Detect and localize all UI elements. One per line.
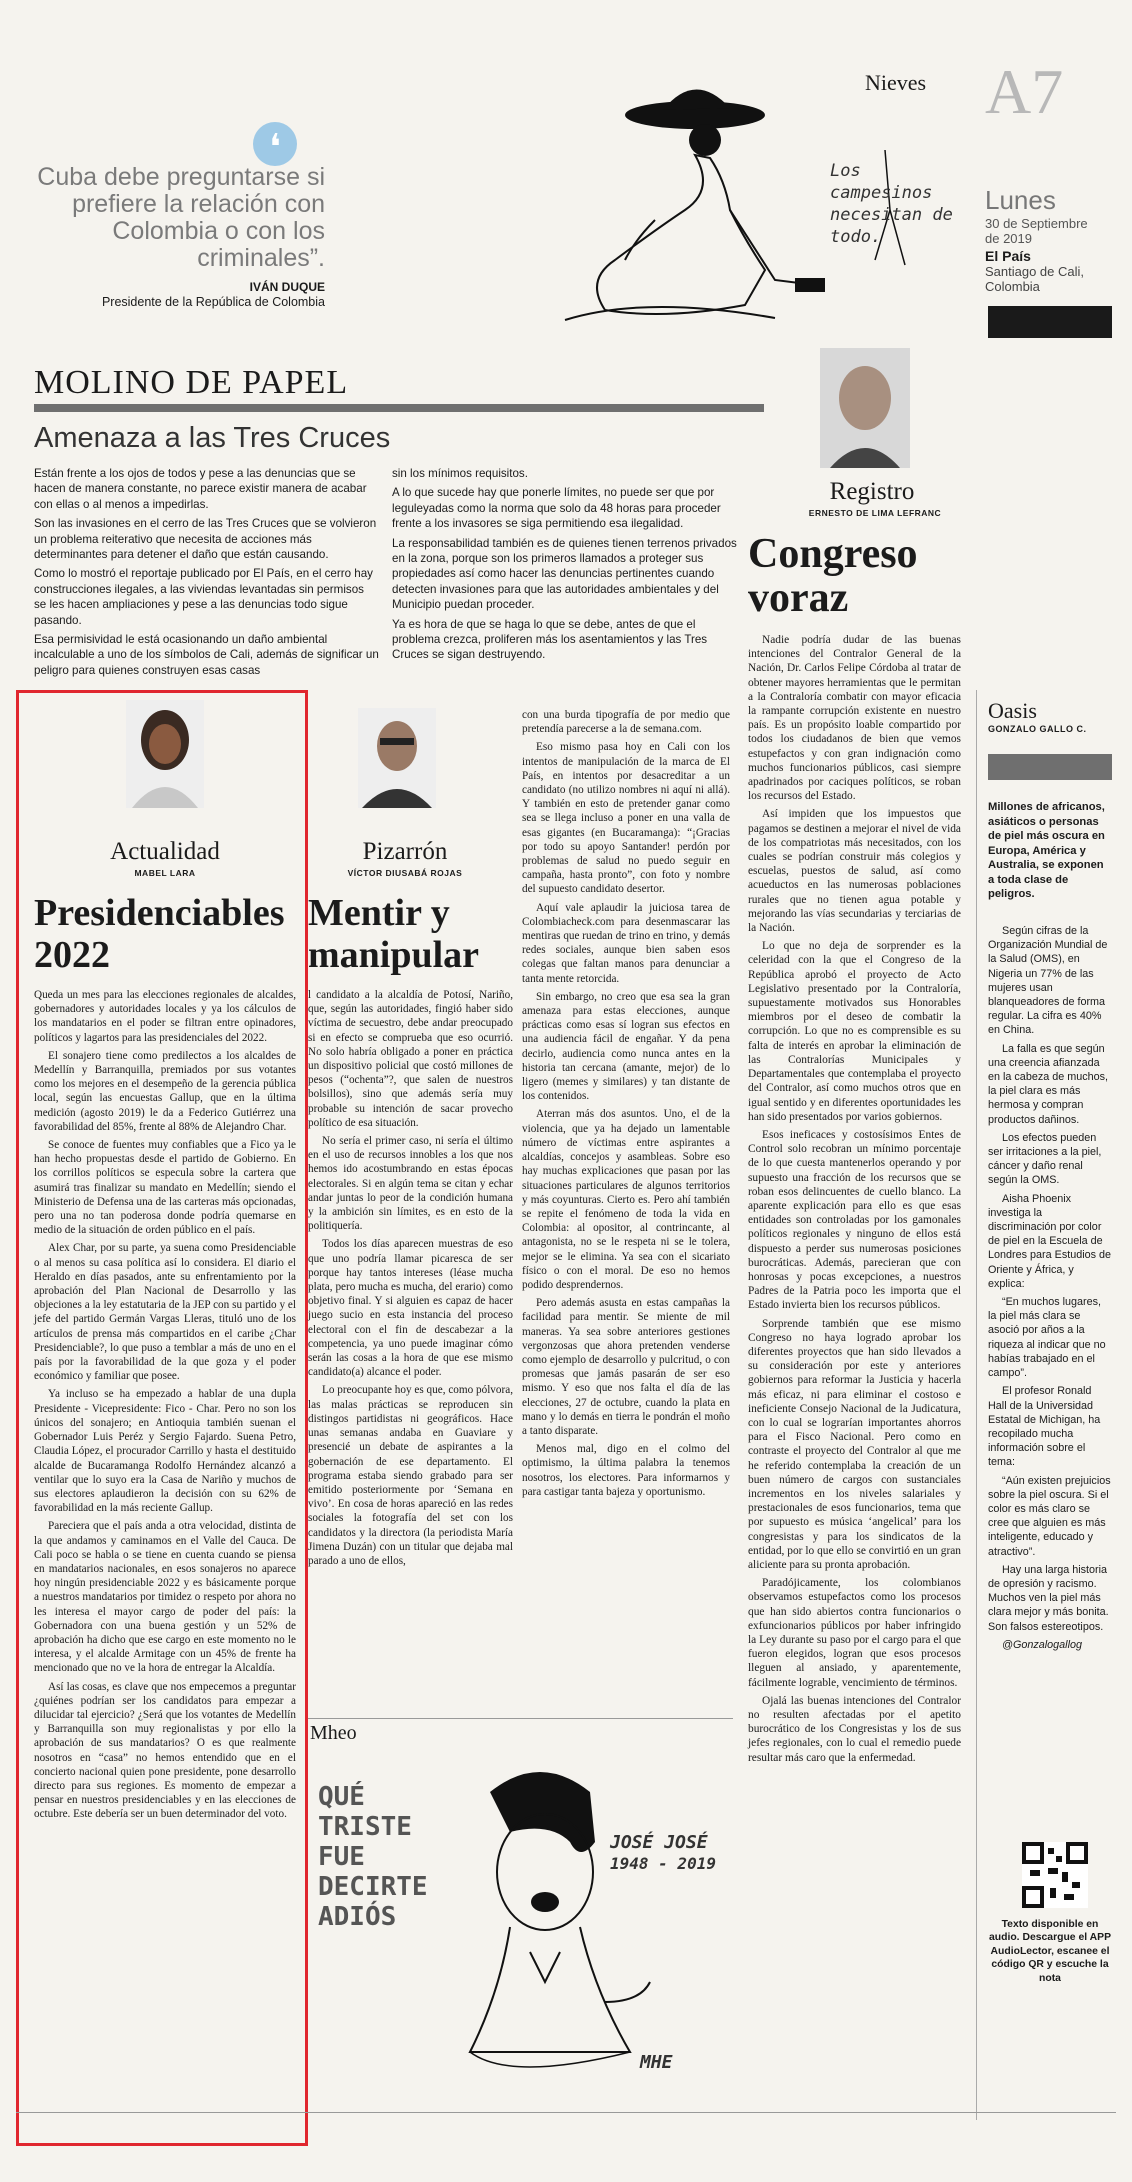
pizarron-p10: Pero además asusta en estas campañas la facilidad para mentir. Se miente de mil maneras. Ya sea sobre anteriores gestiones vergonzosas que ahora pretenden venderse como ejemplo de desarrollo y pulcritud, o con promesas que jamás pasarán de ser eso mismo. Y eso que nos falta el día de las elecciones, 27 de octubre, cuando la plata en mano y lo demás en tierra le pondrán el moño a tanto disparate. [522,1297,730,1437]
oasis-handle: @Gonzalogallog [1002,1638,1082,1651]
date-block [985,185,1115,294]
masthead-block [988,306,1112,338]
registro-p1: Nadie podría dudar de las buenas intenciones del Contralor General de la Nación, Dr. Carlos Felipe Córdoba al tratar de obtener mayores herramientas que le permitan a la Contraloría combatir con mayor eficacia la rampante corrupción existente en nuestro país. Es un propósito loable compartido por todos los ciudadanos de bien que vemos estupefactos y con gran indignación como muchos funcionarios públicos, casi siempre apadrinados por caciques políticos, se roban los recursos del Estado. [748,634,961,803]
page-number: A7 [985,56,1064,127]
actualidad-p2: El sonajero tiene como predilectos a los alcaldes de Medellín y Barranquilla, premiados por sus votantes como los mejores en el desempeño de la gerencia pública local, según las encuestas Gallup, que en la última medición (agosto 2019) le da a Federico Gutiérrez una favorabilidad del 85%, frente al 88% de Alejandro Char. [34,1049,296,1133]
pizarron-title: Mentir y manipular [308,892,480,976]
mheo-signature: MHE [640,2052,673,2073]
oasis-p4: Aisha Phoenix investiga la discriminación por color de piel en la Escuela de Londres para Estudios de Oriente y África, y explica: [988,1192,1112,1290]
oasis-p7: “Aún existen prejuicios sobre la piel oscura. Si el color es más claro se cree que alguien es más inteligente, educado y atractivo”. [988,1474,1111,1558]
pizarron-p5: con una burda tipografía de por medio que pretendía parecerse a la de semana.com. [522,709,730,736]
molino-p3: Como lo mostró el reportaje publicado por El País, en el cerro hay construcciones ilegales, a las viviendas levantadas sin permisos se les hacen ampliaciones y pese a las denuncias todo sigue pasando. [34,567,373,627]
day-label: Lunes [985,185,1056,215]
qr-code[interactable] [1022,1842,1088,1908]
registro-p5: Sorprende también que ese mismo Congreso no haya logrado aprobar los diferentes proyectos que han sido llevados a su consideración por este y anteriores gobiernos para reformar la Justicia y hacerla más eficaz, ni para eliminar el costoso e ineficiente Consejo Nacional de la Judicatura, con lo cual se lograrían importantes ahorros para el Fisco Nacional. Pero como en contraste el proyecto del Contralor al que me he referido contemplaba la creación de un buen número de cargos con sustanciales incrementos en los niveles salariales y prestacionales de esos funcionarios, tema que por supuesto es música ‘angelical’ para los congresistas y para los sindicatos de la entidad, por lo que ello se convirtió en un gran aliciente para su pronta aprobación. [748,1317,961,1571]
place-label: Santiago de Cali, Colombia [985,264,1085,294]
qr-caption: Texto disponible en audio. Descargue el APP AudioLector, escanee el código QR y escuche la nota [988,1919,1112,1984]
molino-p2: Son las invasiones en el cerro de las Tres Cruces que se volvieron un problema reiterativo que necesita de acciones más determinantes para detener el daño que están causando. [34,517,377,562]
molino-col1 [34,466,379,682]
mheo-name: JOSÉ JOSÉ [610,1832,708,1853]
oasis-p6: El profesor Ronald Hall de la Universidad Estatal de Michigan, ha recopilado mucha información sobre el tema: [988,1385,1101,1469]
bottom-rule [16,2112,1116,2113]
pizarron-p6: Eso mismo pasa hoy en Cali con los intentos de manipulación de la marca de El País, en intentos por desacreditar a un candidato (no utilizo nombres ni aquí ni allá). Y también en esto de pretender ganar como sea se llega incluso a poner en una valla de esas gigantes (en Bucaramanga): “¡Gracias por todo su apoyo Santander! perdón por problemas de salud no puedo seguir en campaña, hasta pronto”, con foto y nombre del supuesto candidato desertor. [522,741,730,896]
pizarron-section-label: Pizarrón [362,838,448,865]
pizarron-author: VÍCTOR DIUSABÁ ROJAS [347,868,463,878]
oasis-p5: “En muchos lugares, la piel más clara se asoció por años a la riqueza al indicar que no habías trabajado en el campo”. [988,1296,1106,1380]
pizarron-photo [358,708,436,808]
mheo-bubble: QUÉ TRISTE FUE DECIRTE ADIÓS [318,1782,428,1932]
top-cartoon [545,70,985,340]
pizarron-p3: Todos los días aparecen muestras de eso que uno podría llamar picaresca de ser porque hay tantos intereses (léase mucha plata, pero mucha es mucha, del erario) como objetivo final. Y si alguien es capaz de hacer juego sucio en esta instancia del proceso electoral con el fin de descabezar a la competencia, ya uno puede imaginar cómo serán las cosas a la hora de que ese mismo candidato(a) alcance el poder. [308,1238,513,1379]
pizarron-p9: Aterran más dos asuntos. Uno, el de la violencia, que ya ha dejado un lamentable número de víctimas entre aspirantes a alcaldías, concejos y asambleas. Sobre eso hay muchas explicaciones que pasan por las situaciones particulares de algunos territorios y más coyunturas. Cierto es. Pero ahí también se repite el fenómeno de toda la vida en Colombia: al opositor, al contrincante, al antagonista, no se le respeta ni se le tolera, mejor se le elimina. Ya sea con el sicariato físico o con el moral. De eso no hemos podido desprendernos. [522,1108,730,1291]
actualidad-title: Presidenciables 2022 [34,892,285,976]
masthead-author: Nieves [865,70,927,95]
oasis-p3: Los efectos pueden ser irritaciones a la piel, cáncer y daño renal según la OMS. [988,1131,1102,1187]
oasis-lead: Millones de africanos, asiáticos o personas de piel más oscura en Europa, América y Australia, se exponen a toda clase de peligros. [988,801,1105,900]
oasis-p2: La falla es que según una creencia afianzada en la cabeza de muchos, la piel clara es más hermosa y compran productos dañinos. [988,1042,1109,1126]
actualidad-section-label: Actualidad [110,838,220,865]
actualidad-p3: Se conoce de fuentes muy confiables que a Fico ya le han hecho propuestas desde el partido de Gobierno. En los corrillos políticos se especula sobre la cartera que asumirá tras finalizar su mandato en Medellín; siendo el Ministerio de Defensa una de las carteras más opcionadas, pero una no tan poderosa donde podría quemarse en medio de la situación de orden público en el país. [34,1139,296,1237]
cartoon-handwriting: Los campesinos necesitan de todo. [830,161,953,247]
registro-title: Congreso voraz [748,531,918,621]
actualidad-photo [126,700,204,808]
registro-photo [820,348,910,468]
molino-p5: sin los mínimos requisitos. [392,467,528,480]
mheo-cartoon [310,1752,730,2092]
registro-p3: Lo que no deja de sorprender es la celeridad con la que el Congreso de la República aprobó el proyecto de Acto Legislativo presentado por la Contraloría, supuestamente motivados sus Honorables miembros por el deseo de combatir la corrupción. Lo que no es comprensible es su falta de interés en aprobar la eliminación de las Contralorías Municipales y Departamentales que contemplaba el proyecto del Contralor, así como muchos otros que en igual sentido y en diferentes oportunidades les han sido presentados por varios gobiernos. [748,940,961,1123]
molino-section-label: MOLINO DE PAPEL [34,364,349,401]
oasis-body [988,924,1112,1656]
registro-p6: Paradójicamente, los colombianos observamos estupefactos como los procesos que han sido abiertos contra funcionarios o exfuncionarios públicos por haber infringido la Ley durante su paso por el cargo para el que fueron elegidos, logran que esos procesos lleguen al ansiado, y aparentemente, fácilmente lograble, vencimiento de términos. [748,1577,961,1689]
pizarron-p11: Menos mal, digo en el colmo del optimismo, la última palabra la tenemos nosotros, los electores. Para informarnos y para castigar tanta bajeza y oportunismo. [522,1443,730,1498]
divider-oasis [976,690,977,2120]
paper-label: El País [985,248,1031,264]
registro-p7: Ojalá las buenas intenciones del Contralor no resulten afectadas por el apetito burocrático de los Congresistas y los de sus jefes regionales, con lo cual el remedio puede resultar más caro que la enfermedad. [748,1694,961,1764]
oasis-p1: Según cifras de la Organización Mundial de la Salud (OMS), en Nigeria un 77% de las mujeres usan blanqueadores de forma regular. La cifra es 40% en China. [988,925,1108,1037]
mheo-rule [308,1718,733,1719]
molino-p8: Ya es hora de que se haga lo que se debe, antes de que el problema crezca, proliferen más los asentamientos y las Tres Cruces se sigan destruyendo. [392,617,708,662]
molino-bar [34,404,764,412]
pizarron-p2: No sería el primer caso, ni sería el último en el uso de recursos innobles a los que nos hemos ido acostumbrando en estas épocas electorales. Si en algún tema se citan y echar andar juntas lo peor de la condición humana y la ambición sin límites, es en esto de la politiquería. [308,1135,513,1233]
registro-p4: Esos ineficaces y costosísimos Entes de Control solo recobran un mínimo porcentaje de lo que cuesta mantenerlos operando y por supuesto una fracción de los recursos que se roban esos delincuentes de cuello blanco. La aparente explicación para ello es que esas entidades son controladas por los gamonales políticos regionales y ninguno de ellos está dispuesto a perder sus numerosas posiciones burocráticas. Además, parecieran que con honrosas y pocas excepciones, a nuestros Padres de la Patria poco les importa que el Estado invierta bien los recursos públicos. [748,1128,961,1312]
oasis-author: GONZALO GALLO C. [988,724,1087,734]
actualidad-p4: Alex Char, por su parte, ya suena como Presidenciable o al menos su casa política así lo considera. El diario el Heraldo en días pasados, ante su enfrentamiento por la aprobación del Plan Nacional de Desarrollo y las objeciones a la ley estatutaria de la JEP con su partido y el jefe del partido Germán Vargas Lleras, tituló uno de los artículos de prensa más compartidos en el caribe ¿Char Presidenciable?, lo que puso a temblar a más de uno en el país por la favorabilidad de la que goza y el poder económico y familiar que posee. [34,1242,296,1383]
mheo-years: 1948 - 2019 [610,1854,716,1873]
pizarron-col1 [308,988,513,1572]
quote-icon: ❛ [253,122,297,166]
molino-title: Amenaza a las Tres Cruces [34,422,391,454]
molino-p1: Están frente a los ojos de todos y pese a las denuncias que se hacen de manera constante, no parece existir manera de acabar con ellas o al menos a impedirlas. [34,467,367,511]
registro-body [748,633,961,1769]
molino-p6: A lo que sucede hay que ponerle límites, no puede ser que por leguleyadas como la norma que solo da 48 horas para proceder frente a los invasores se siga permitiendo esa ilegalidad. [392,486,721,531]
actualidad-author: MABEL LARA [134,868,196,878]
quote-author: IVÁN DUQUE [249,280,325,294]
mheo-section-label: Mheo [310,1722,357,1744]
oasis-p8: Hay una larga historia de opresión y racismo. Muchos ven la piel más clara mejor y más bonita. Son falsos estereotipos. [988,1563,1109,1633]
pizarron-p1: l candidato a la alcaldía de Potosí, Nariño, que, según las autoridades, fingió haber sido víctima de secuestro, debe andar preocupado si en efecto se comprueba que eso ocurrió. No solo habría obligado a poner en práctica un dispositivo policial que costó millones de pesos (“ochenta”?, que salen de nuestros bolsillos), sino que además sería muy probable su intención de sacar provecho político de esa situación. [308,989,513,1129]
molino-p7: La responsabilidad también es de quienes tienen terrenos privados en la zona, porque son los primeros llamados a proteger sus propiedades así como hacer las denuncias pertinentes cuando detecten invasiones para que las autoridades ambientales y del Municipio puedan proceder. [392,536,737,612]
actualidad-body [34,988,296,1826]
actualidad-p6: Pareciera que el país anda a otra velocidad, distinta de la que andamos y caminamos en el Valle del Cauca. De Cali poco se habla o se tiene en cuenta cuando se piensa en mandatarios nacionales, en esos sonajeros no aparece hoy ningún presidenciable 2022 y es básicamente porque a nuestros mandatarios por timidez o respeto por ahora no les interesa el mayor cargo de poder del país: la Gobernadora con una buena gestión y un 52% de aprobación ha dicho que ese cargo en este momento no le interesa, y el alcalde Armitage con un 45% de frente ha mencionado que no ve la hora de entregar la Alcaldía. [34,1520,296,1675]
molino-col2 [392,466,737,667]
pizarron-col2 [522,708,730,1503]
actualidad-p7: Así las cosas, es clave que nos empecemos a preguntar ¿quiénes podrían ser los candidatos para empezar a dilucidar tal ejercicio? ¿Será que los votantes de Medellín y Barranquilla son muy regionalistas y por ello la aprobación de sus mandatarios? O es que realmente nosotros en “casa” no hemos entendido que en el concierto nacional quien pone presidente, pone desarrollo directo para sus regiones. Es momento de empezar a pensar en nuestros presidenciables y en las elecciones de octubre. Este debería ser un buen determinador del voto. [34,1680,296,1821]
actualidad-p5: Ya incluso se ha empezado a hablar de una dupla Presidente - Vicepresidente: Fico - Char. Pero no son los únicos del sonajero; en Antioquia también suenan el Gobernador Luis Peréz y Sergio Fajardo. Suena Petro, Claudia López, el procurador Carrillo y hasta el destituido alcalde de Bucaramanga Rodolfo Hernández alcanzó a ventilar que lo suyo era la Casa de Nariño y muchos de sus electores aplaudieron la decisión con su 62% de favorabilidad en la más reciente Gallup. [34,1388,296,1515]
registro-p2: Así impiden que los impuestos que pagamos se destinen a mejorar el nivel de vida de los compatriotas más necesitados, con los cuales se podrían construir más colegios y escuelas, puestos de salud, así como acueductos en las numerosas poblaciones rurales que no tienen agua potable y mejorando las vías secundarias y terciarias de la Nación. [748,808,961,935]
registro-author: ERNESTO DE LIMA LEFRANC [808,508,942,518]
oasis-bar [988,754,1112,780]
quote-text: Cuba debe preguntarse si prefiere la relación con Colombia o con los criminales”. [37,163,325,272]
quote-role: Presidente de la República de Colombia [101,295,325,309]
pizarron-p8: Sin embargo, no creo que esa sea la gran amenaza para estas elecciones, aunque prácticas como esas sí logran sus efectos en una audiencia fácil de engañar. Y da pena decirlo, audiencia como nunca antes en la historia tan cercana (amante, mejor) de lo ligero (memes y similares) y tan distante de los contenidos. [522,990,730,1103]
pizarron-p7: Aquí vale aplaudir la juiciosa tarea de Colombiacheck.com para desenmascarar las mentiras que ruedan de trino en trino, y demás redes sociales, aunque bien saben esos colegas que faltan manos para denunciar a tanta mente retorcida. [522,901,730,985]
molino-p4: Esa permisividad le está ocasionando un daño ambiental incalculable a uno de los símbolos de Cali, además de significar un peligro para quienes construyen esas casas [34,633,379,677]
pizarron-p4: Lo preocupante hoy es que, como pólvora, las malas prácticas se reproducen sin distingos partidistas ni geográficos. Hace unas semanas andaba en Guaviare y presencié un debate de aspirantes a la gobernación de ese departamento. El programa estaba siendo grabado para ser emitido posteriormente por ‘Semana en vivo’. En cosa de horas apareció en las redes sociales la fotografía del set con los candidatos y la directora (la periodista María Jimena Duzán) con un titular que dejaba mal parado a uno de ellos, [308,1384,513,1567]
actualidad-p1: Queda un mes para las elecciones regionales de alcaldes, gobernadores y autoridades locales y ya los cálculos de los mandatarios en el poder se filtran entre opinadores, políticos y lagartos para las presidenciales del 2022. [34,989,296,1044]
oasis-section-label: Oasis [988,698,1037,723]
registro-section-label: Registro [829,478,915,505]
date-label: 30 de Septiembre de 2019 [985,216,1088,246]
